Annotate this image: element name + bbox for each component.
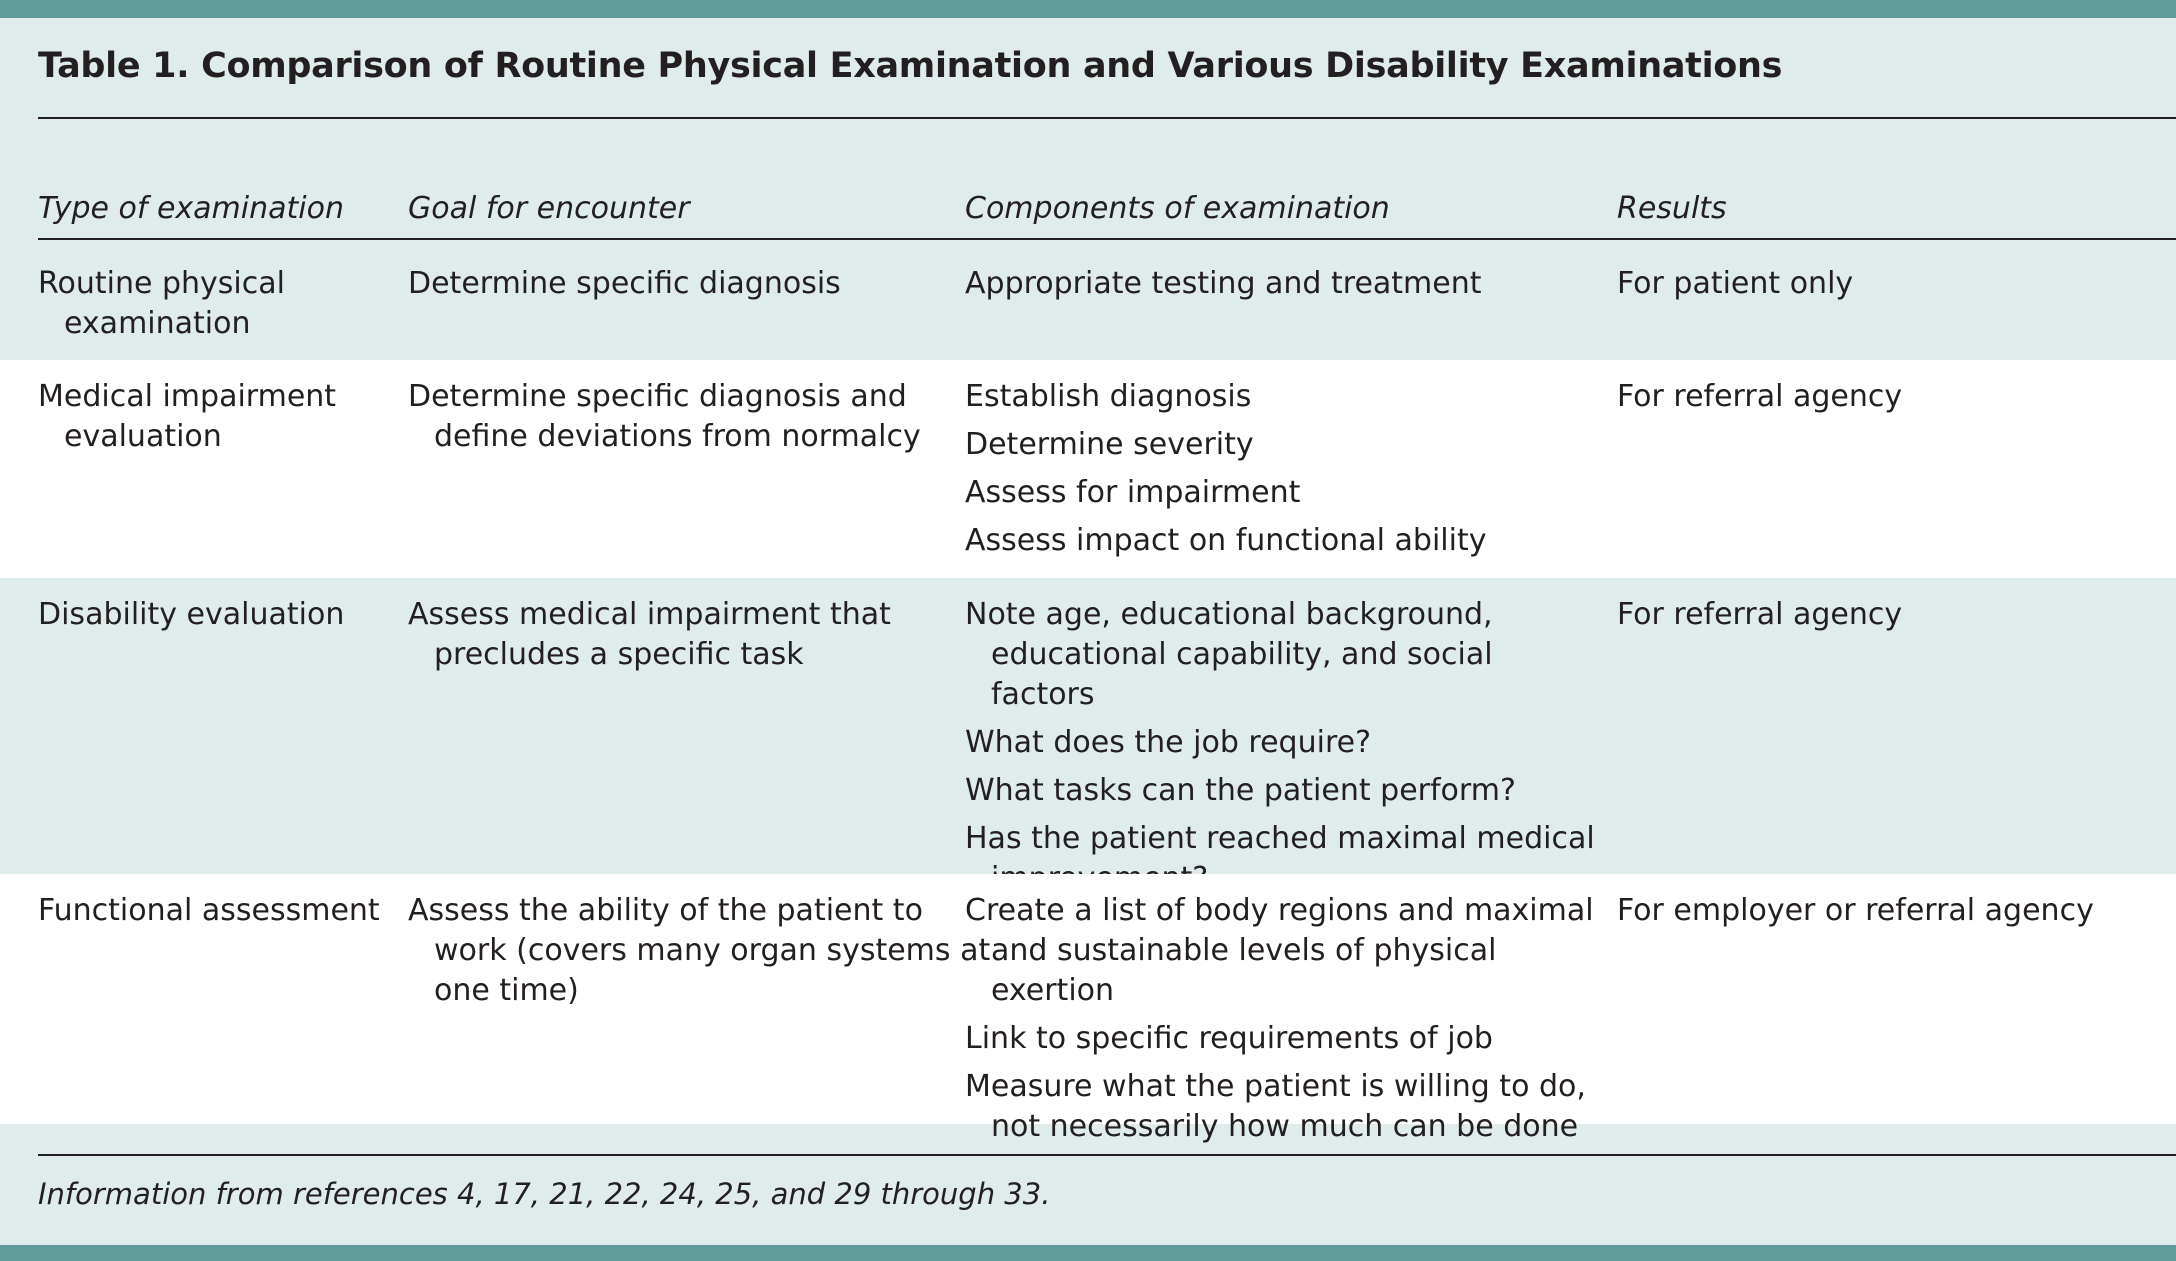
- component-item: Note age, educational background, educational capability, and social factors: [965, 597, 1493, 712]
- component-item: Determine severity: [965, 427, 1254, 462]
- table-title: Table 1. Comparison of Routine Physical Examination and Various Disability Examinations: [38, 46, 1783, 86]
- header-goal: Goal for encounter: [408, 191, 690, 226]
- component-item: Assess impact on functional ability: [965, 523, 1487, 558]
- row-results: For referral agency: [1617, 597, 1903, 632]
- row-goal: Determine specific diagnosis and define deviations from normalcy: [408, 379, 921, 454]
- component-item: Assess for impairment: [965, 475, 1301, 510]
- component-item: Has the patient reached maximal medical: [965, 821, 1595, 856]
- row-components: [965, 377, 1605, 569]
- row-type: Medical impairment evaluation: [38, 379, 337, 454]
- footnote: Information from references 4, 17, 21, 22, 24, 25, and 29 through 33.: [38, 1177, 1051, 1211]
- row-goal: Assess medical impairment that precludes a specific task: [408, 597, 891, 672]
- header-type: Type of examination: [38, 191, 344, 226]
- row-type: Routine physical examination: [38, 266, 285, 341]
- row-results: For referral agency: [1617, 379, 1903, 414]
- bottom-accent-bar: [0, 1245, 2176, 1261]
- row-components: [965, 595, 1605, 907]
- table-row: [0, 578, 2176, 874]
- footer-rule: [38, 1154, 2176, 1156]
- table-row: [0, 360, 2176, 578]
- title-rule: [38, 117, 2176, 119]
- table-header: [0, 191, 2176, 231]
- component-item: Establish diagnosis: [965, 379, 1252, 414]
- component-item: Create a list of body regions and maximal and sustainable levels of physical exertion: [965, 893, 1594, 1008]
- top-accent-bar: [0, 0, 2176, 18]
- table-row: [0, 240, 2176, 360]
- component-item: What tasks can the patient perform?: [965, 773, 1516, 808]
- row-components: [965, 264, 1605, 312]
- component-item: Measure what the patient is willing to do, not necessarily how much can be done: [965, 1069, 1586, 1144]
- component-item: What does the job require?: [965, 725, 1371, 760]
- header-results: Results: [1617, 191, 1727, 226]
- row-results: For employer or referral agency: [1617, 893, 2094, 928]
- component-item: Link to specific requirements of job: [965, 1021, 1493, 1056]
- row-goal: Assess the ability of the patient to work (covers many organ systems at one time): [408, 893, 991, 1008]
- header-components: Components of examination: [965, 191, 1390, 226]
- row-results: For patient only: [1617, 266, 1854, 301]
- row-type: Functional assessment: [38, 893, 380, 928]
- row-components: [965, 891, 1605, 1155]
- row-goal: Determine specific diagnosis: [408, 266, 841, 301]
- row-type: Disability evaluation: [38, 597, 345, 632]
- table-row: [0, 874, 2176, 1144]
- component-item: Appropriate testing and treatment: [965, 266, 1482, 301]
